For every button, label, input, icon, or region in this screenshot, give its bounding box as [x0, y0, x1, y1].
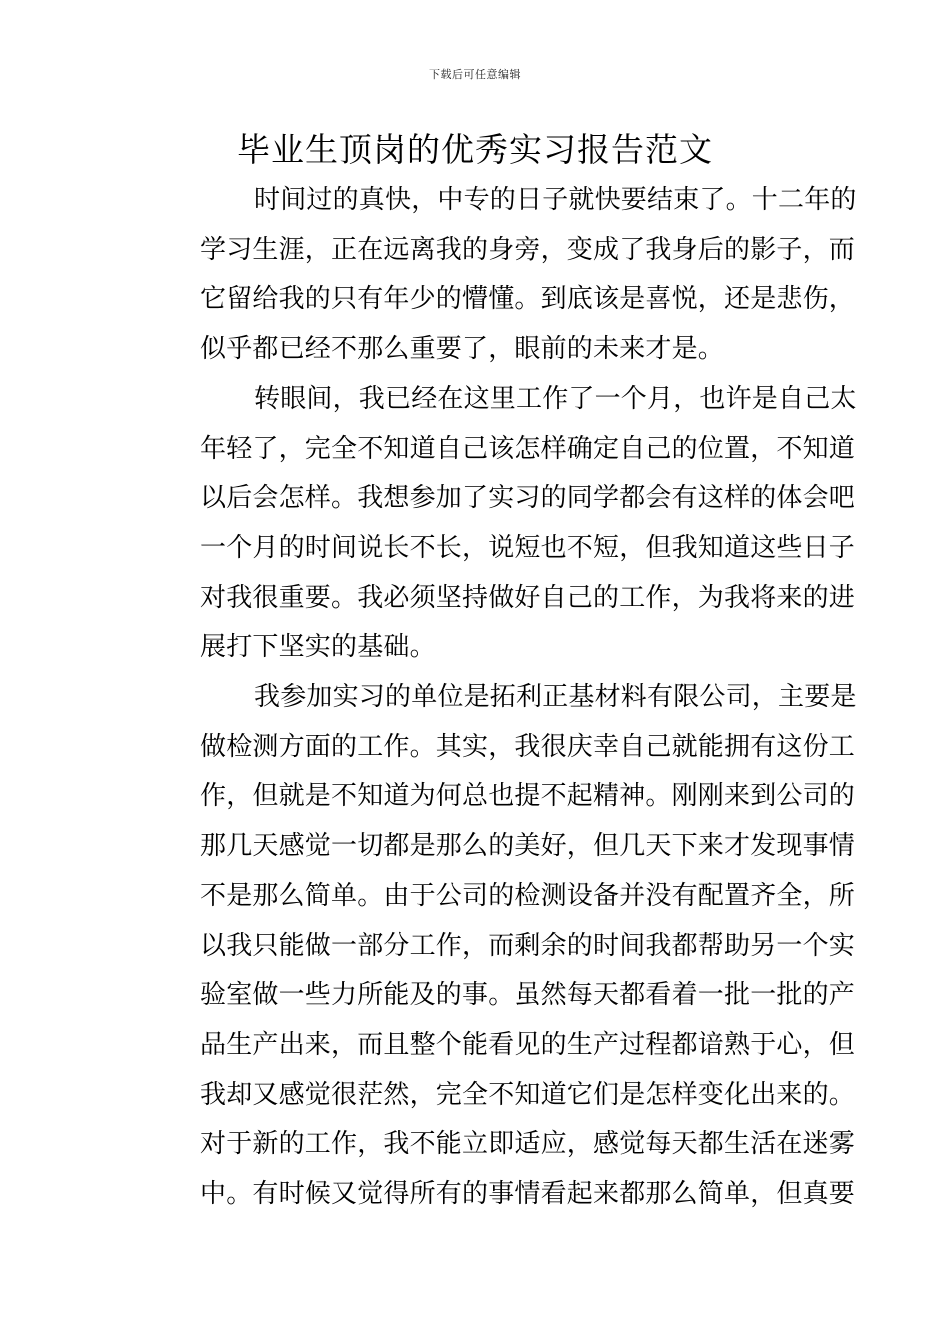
text-line: 做检测方面的工作。其实，我很庆幸自己就能拥有这份工 — [200, 731, 856, 762]
text-line: 时间过的真快，中专的日子就快要结束了。十二年的 — [254, 185, 857, 215]
text-line: 它留给我的只有年少的懵懂。到底该是喜悦，还是悲伤， — [200, 284, 856, 315]
document-body — [146, 176, 857, 1220]
header-note: 下载后可任意编辑 — [429, 68, 521, 81]
paragraph-2 — [146, 375, 857, 673]
text-line: 以我只能做一部分工作，而剩余的时间我都帮助另一个实 — [200, 930, 856, 961]
text-line: 我却又感觉很茫然，完全不知道它们是怎样变化出来的。 — [200, 1079, 856, 1110]
text-line: 似乎都已经不那么重要了，眼前的未来才是。 — [200, 334, 725, 365]
text-line: 学习生涯，正在远离我的身旁，变成了我身后的影子，而 — [200, 234, 856, 265]
text-line: 一个月的时间说长不长，说短也不短，但我知道这些日子 — [200, 532, 856, 563]
page-title: 毕业生顶岗的优秀实习报告范文 — [237, 130, 713, 169]
text-line: 品生产出来，而且整个能看见的生产过程都谙熟于心，但 — [200, 1029, 856, 1060]
text-line: 对于新的工作，我不能立即适应，感觉每天都生活在迷雾 — [200, 1129, 856, 1160]
text-line: 对我很重要。我必须坚持做好自己的工作，为我将来的进 — [200, 582, 856, 613]
text-line: 我参加实习的单位是拓利正基材料有限公司，主要是 — [254, 682, 857, 713]
text-line: 年轻了，完全不知道自己该怎样确定自己的位置，不知道 — [200, 433, 856, 464]
text-line: 验室做一些力所能及的事。虽然每天都看着一批一批的产 — [200, 980, 856, 1011]
paragraph-1 — [146, 176, 857, 375]
text-line: 不是那么简单。由于公司的检测设备并没有配置齐全，所 — [200, 880, 856, 911]
text-line: 以后会怎样。我想参加了实习的同学都会有这样的体会吧 — [200, 483, 856, 514]
text-line: 展打下坚实的基础。 — [200, 632, 436, 663]
text-line: 作，但就是不知道为何总也提不起精神。刚刚来到公司的 — [200, 781, 856, 812]
text-line: 中。有时候又觉得所有的事情看起来都那么简单，但真要 — [200, 1179, 856, 1210]
text-line: 转眼间，我已经在这里工作了一个月，也许是自己太 — [254, 383, 857, 414]
text-line: 那几天感觉一切都是那么的美好，但几天下来才发现事情 — [200, 831, 856, 862]
paragraph-3 — [146, 673, 857, 1220]
